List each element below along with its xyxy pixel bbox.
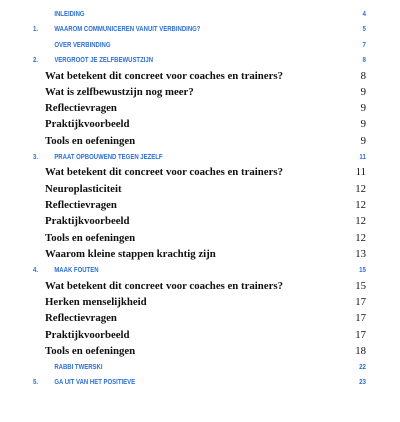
toc-section-entry[interactable] [33, 310, 366, 326]
toc-entry-heading [45, 230, 135, 246]
toc-entry-number: 5. [33, 377, 38, 387]
toc-section-entry[interactable] [33, 213, 366, 229]
toc-entry-heading [45, 197, 117, 213]
toc-chapter-entry[interactable] [33, 262, 366, 277]
toc-entry-heading [45, 100, 117, 116]
toc-entry-heading [33, 262, 99, 277]
toc-entry-title: VERGROOT JE ZELFBEWUSTZIJN [54, 55, 154, 65]
toc-chapter-entry[interactable] [33, 149, 366, 164]
toc-entry-title: OVER VERBINDING [54, 39, 111, 49]
toc-entry-page-number: 23 [359, 377, 366, 387]
toc-chapter-entry[interactable] [33, 374, 366, 389]
toc-entry-page-number: 4 [362, 9, 366, 18]
toc-entry-page-number: 15 [355, 279, 366, 292]
toc-entry-title: Praktijkvoorbeeld [45, 118, 130, 131]
toc-entry-heading [45, 68, 283, 84]
toc-entry-heading [33, 21, 200, 36]
toc-entry-heading [45, 246, 216, 262]
toc-entry-title: Praktijkvoorbeeld [45, 328, 130, 341]
toc-entry-heading [45, 294, 147, 310]
toc-entry-page-number: 12 [355, 231, 366, 244]
toc-entry-title: Wat is zelfbewustzijn nog meer? [45, 85, 194, 98]
toc-entry-page-number: 7 [362, 39, 366, 49]
toc-entry-title: Waarom kleine stappen krachtig zijn [45, 247, 216, 260]
toc-entry-title: Praktijkvoorbeeld [45, 215, 130, 228]
toc-section-entry[interactable] [33, 246, 366, 262]
toc-entry-title: Reflectievragen [45, 102, 117, 115]
toc-entry-title: Herken menselijkheid [45, 295, 147, 308]
toc-section-entry[interactable] [33, 164, 366, 180]
toc-chapter-entry[interactable] [33, 52, 366, 67]
toc-chapter-entry[interactable] [33, 37, 366, 52]
toc-chapter-entry[interactable] [33, 359, 366, 374]
toc-entry-heading [45, 310, 117, 326]
toc-chapter-entry[interactable] [33, 6, 366, 21]
toc-section-entry[interactable] [33, 327, 366, 343]
toc-section-entry[interactable] [33, 100, 366, 116]
toc-entry-title: Wat betekent dit concreet voor coaches en trainers? [45, 166, 283, 179]
toc-entry-title: Neuroplasticiteit [45, 182, 122, 195]
toc-entry-heading [33, 374, 135, 389]
toc-entry-page-number: 9 [360, 134, 366, 147]
toc-entry-title: PRAAT OPBOUWEND TEGEN JEZELF [54, 152, 163, 162]
toc-entry-page-number: 11 [355, 166, 366, 179]
toc-entry-page-number: 13 [355, 247, 366, 260]
toc-section-entry[interactable] [33, 68, 366, 84]
toc-entry-heading [33, 6, 85, 21]
toc-entry-heading [45, 278, 283, 294]
toc-section-entry[interactable] [33, 116, 366, 132]
toc-entry-page-number: 12 [355, 199, 366, 212]
toc-entry-title: Wat betekent dit concreet voor coaches en trainers? [45, 279, 283, 292]
toc-entry-title: Wat betekent dit concreet voor coaches en trainers? [45, 69, 283, 82]
toc-entry-title: WAAROM COMMUNICEREN VANUIT VERBINDING? [54, 24, 201, 34]
toc-entry-page-number: 9 [360, 85, 366, 98]
toc-entry-page-number: 9 [360, 102, 366, 115]
toc-entry-page-number: 12 [355, 215, 366, 228]
toc-entry-heading [33, 149, 163, 164]
toc-section-entry[interactable] [33, 197, 366, 213]
toc-entry-heading [45, 164, 283, 180]
toc-section-entry[interactable] [33, 278, 366, 294]
toc-entry-heading [45, 213, 130, 229]
toc-entry-heading [45, 327, 130, 343]
toc-entry-heading [45, 84, 194, 100]
toc-section-entry[interactable] [33, 294, 366, 310]
toc-entry-page-number: 22 [359, 362, 366, 372]
toc-entry-heading [33, 359, 103, 374]
toc-entry-heading [45, 343, 135, 359]
toc-section-entry[interactable] [33, 84, 366, 100]
table-of-contents [33, 6, 366, 390]
toc-entry-heading [45, 133, 135, 149]
toc-entry-title: Tools en oefeningen [45, 231, 136, 244]
toc-entry-number: 4. [33, 265, 38, 275]
toc-entry-title: RABBI TWERSKI [54, 362, 103, 372]
toc-entry-page-number: 9 [360, 118, 366, 131]
toc-entry-page-number: 5 [362, 24, 366, 34]
toc-entry-heading [45, 181, 122, 197]
toc-chapter-entry[interactable] [33, 21, 366, 36]
toc-entry-title: INLEIDING [54, 9, 85, 18]
toc-section-entry[interactable] [33, 181, 366, 197]
toc-entry-heading [33, 52, 153, 67]
toc-entry-number: 1. [33, 24, 38, 34]
toc-entry-page-number: 11 [359, 152, 366, 162]
toc-entry-title: Reflectievragen [45, 312, 117, 325]
toc-entry-page-number: 17 [355, 312, 366, 325]
toc-entry-page-number: 18 [355, 344, 366, 357]
toc-section-entry[interactable] [33, 343, 366, 359]
toc-entry-page-number: 15 [359, 265, 366, 275]
toc-section-entry[interactable] [33, 230, 366, 246]
toc-entry-page-number: 17 [355, 328, 366, 341]
toc-entry-number: 2. [33, 55, 38, 65]
toc-entry-page-number: 8 [360, 69, 366, 82]
toc-entry-heading [33, 37, 111, 52]
toc-entry-heading [45, 116, 130, 132]
toc-entry-title: MAAK FOUTEN [54, 265, 99, 275]
toc-entry-page-number: 12 [355, 182, 366, 195]
toc-entry-title: Reflectievragen [45, 199, 117, 212]
toc-entry-page-number: 17 [355, 295, 366, 308]
toc-section-entry[interactable] [33, 133, 366, 149]
toc-entry-number: 3. [33, 152, 38, 162]
toc-entry-title: Tools en oefeningen [45, 344, 136, 357]
toc-entry-title: Tools en oefeningen [45, 134, 136, 147]
toc-entry-title: GA UIT VAN HET POSITIEVE [54, 377, 136, 387]
toc-entry-page-number: 8 [362, 55, 366, 65]
